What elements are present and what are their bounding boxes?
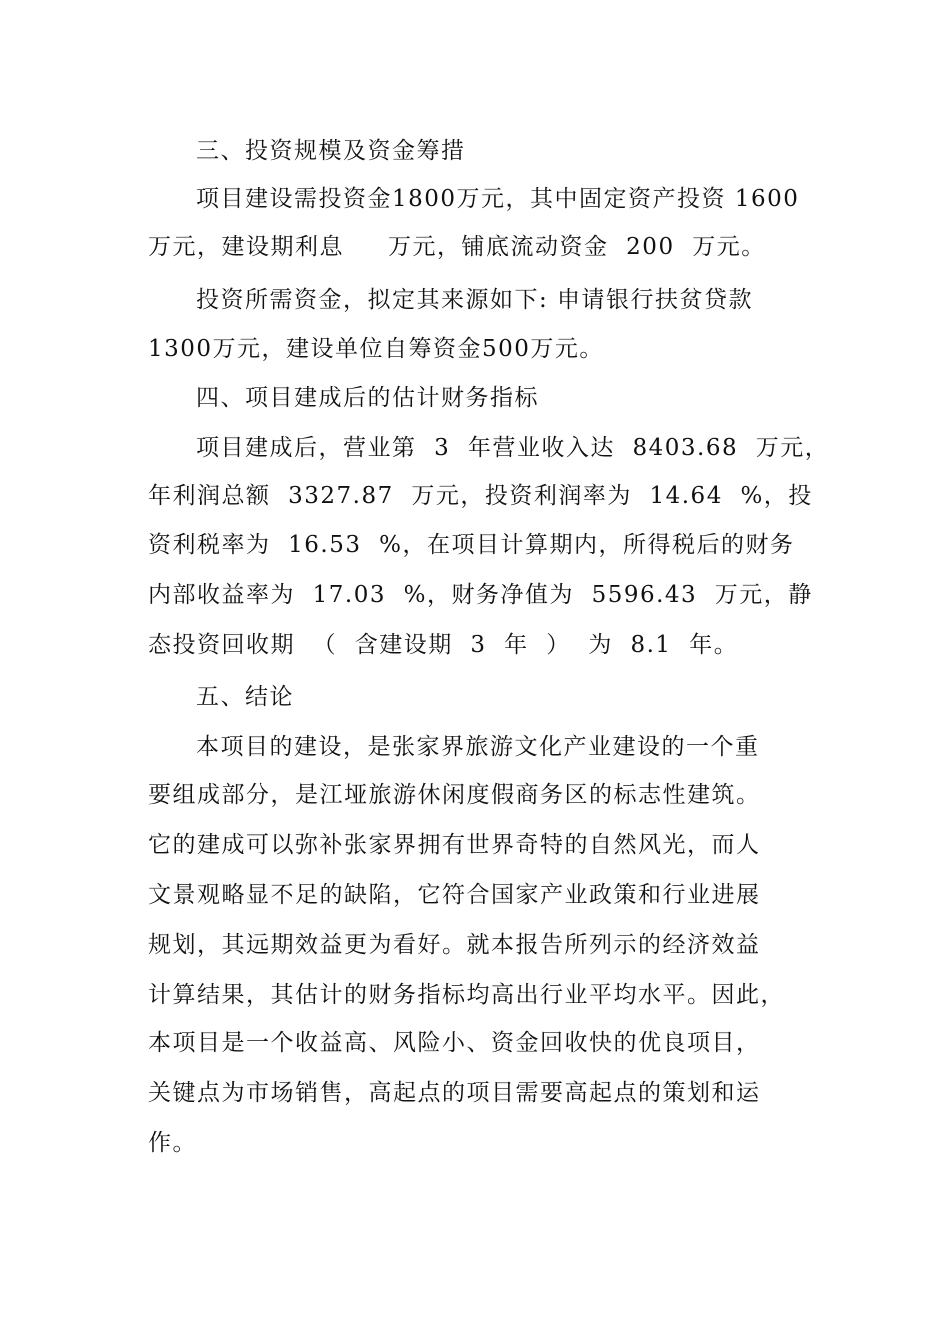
paragraph-line: 计算结果，其估计的财务指标均高出行业平均水平。因此， bbox=[148, 982, 785, 1008]
paragraph-line: 关键点为市场销售，高起点的项目需要高起点的策划和运 bbox=[148, 1080, 761, 1106]
paragraph-line: 态投资回收期 （ 含建设期 3 年 ） 为 8.1 年。 bbox=[148, 632, 739, 658]
paragraph-line: 文景观略显不足的缺陷，它符合国家产业政策和行业进展 bbox=[148, 882, 761, 908]
paragraph-line: 资利税率为 16.53 %，在项目计算期内，所得税后的财务 bbox=[148, 532, 795, 558]
section-heading-investment: 三、投资规模及资金筹措 bbox=[196, 138, 466, 164]
paragraph-line: 投资所需资金，拟定其来源如下: 申请银行扶贫贷款 bbox=[196, 287, 754, 313]
paragraph-line: 万元，建设期利息 万元，铺底流动资金 200 万元。 bbox=[148, 234, 766, 260]
paragraph-line: 要组成部分，是江垭旅游休闲度假商务区的标志性建筑。 bbox=[148, 782, 761, 808]
paragraph-line: 本项目是一个收益高、风险小、资金回收快的优良项目， bbox=[148, 1030, 761, 1056]
paragraph-line: 它的建成可以弥补张家界拥有世界奇特的自然风光，而人 bbox=[148, 832, 761, 858]
paragraph-line: 项目建成后，营业第 3 年营业收入达 8403.68 万元， bbox=[196, 435, 830, 461]
paragraph-line: 项目建设需投资金1800万元，其中固定资产投资 1600 bbox=[196, 186, 800, 212]
paragraph-line: 内部收益率为 17.03 %，财务净值为 5596.43 万元，静 bbox=[148, 582, 813, 608]
paragraph-line: 年利润总额 3327.87 万元，投资利润率为 14.64 %，投 bbox=[148, 483, 813, 509]
paragraph-line: 本项目的建设，是张家界旅游文化产业建设的一个重 bbox=[196, 734, 760, 760]
section-heading-conclusion: 五、结论 bbox=[196, 684, 294, 710]
paragraph-line: 作。 bbox=[148, 1130, 197, 1156]
paragraph-line: 规划，其远期效益更为看好。就本报告所列示的经济效益 bbox=[148, 932, 761, 958]
paragraph-line: 1300万元，建设单位自筹资金500万元。 bbox=[148, 336, 604, 362]
section-heading-financial: 四、项目建成后的估计财务指标 bbox=[196, 385, 539, 411]
